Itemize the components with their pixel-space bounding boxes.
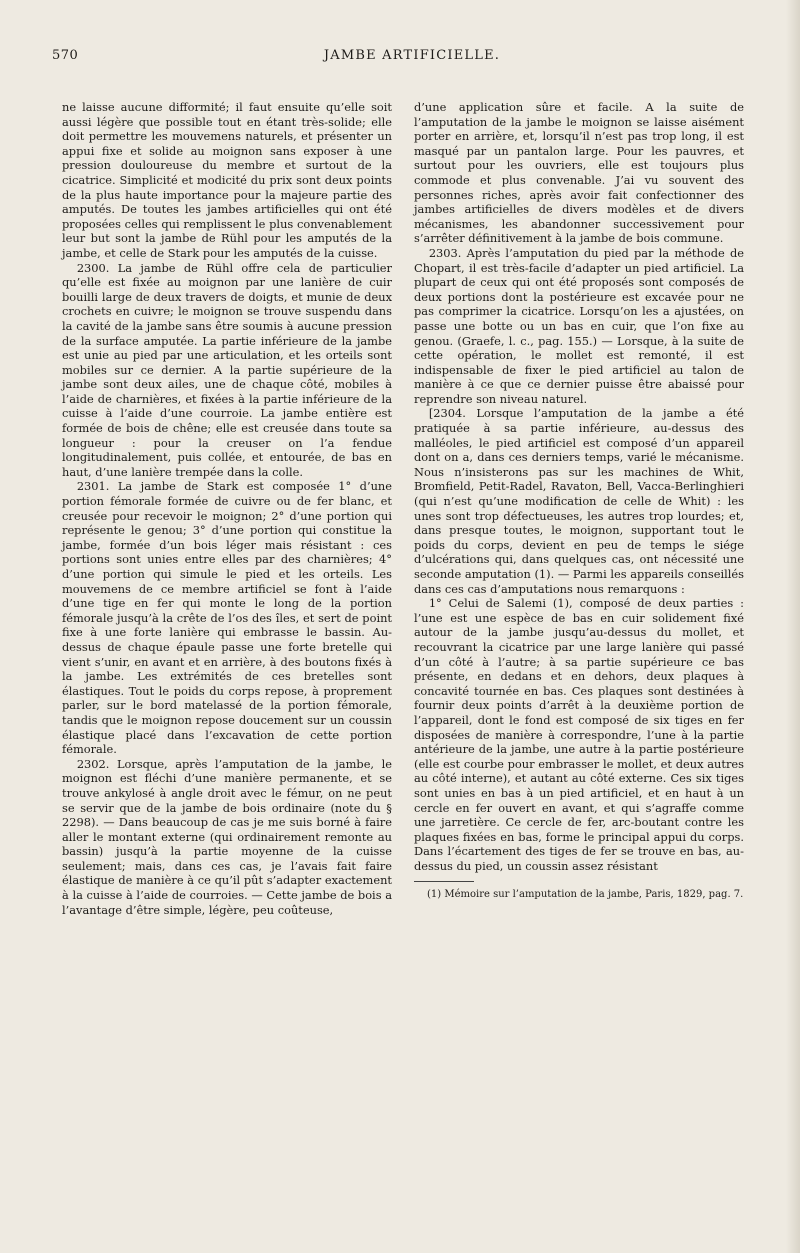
paragraph-continuation: ne laisse aucune difformité; il faut ensuite qu’elle soit aussi légère que possible tout en étant très-solide; elle doit permettre les mouvemens naturels, et présenter un appui fixe et solide au moignon sans exposer à une pression douloureuse du membre et surtout de la cicatrice. Simplicité et modicité du prix sont deux points de la plus haute importance pour la majeure partie des amputés. De toutes les jambes artificielles qui ont été proposées celles qui remplissent le plus convenablement leur but sont la jambe de Rühl pour les amputés de la jambe, et celle de Stark pour les amputés de la cuisse. <box>62 100 392 260</box>
right-column <box>414 100 744 901</box>
footnote-rule <box>414 881 474 882</box>
paragraph-continuation-right: d’une application sûre et facile. A la suite de l’amputation de la jambe le moignon se laisse aisément porter en arrière, et, lorsqu’il n’est pas trop long, il est masqué par un pantalon large. Pour les pauvres, et surtout pour les ouvriers, elle est toujours plus commode et plus convenable. J’ai vu souvent des personnes riches, après avoir fait confectionner des jambes artificielles de divers modèles et de divers mécanismes, les abandonner successivement pour s’arrêter définitivement à la jambe de bois commune. <box>414 100 744 246</box>
running-title: JAMBE ARTIFICIELLE. <box>323 48 501 63</box>
page-number: 570 <box>52 48 79 63</box>
page-header <box>52 48 772 68</box>
left-column <box>62 100 392 917</box>
paragraph-2301: 2301. La jambe de Stark est composée 1° d’une portion fémorale formée de cuivre ou de fer blanc, et creusée pour recevoir le moignon; 2° d’une portion qui représente le genou; 3° d’une portion qui constitue la jambe, formée d’un bois léger mais résistant : ces portions sont unies entre elles par des charnières; 4° d’une portion qui simule le pied et les orteils. Les mouvemens de ce membre artificiel se font à l’aide d’une tige en fer qui monte le long de la portion fémorale jusqu’à la crête de l’os des îles, et sert de point fixe à une forte lanière qui embrasse le bassin. Au-dessus de chaque épaule passe une forte bretelle qui vient s’unir, en avant et en arrière, à des boutons fixés à la jambe. Les extrémités de ces bretelles sont élastiques. Tout le poids du corps repose, à proprement parler, sur le bord matelassé de la portion fémorale, tandis que le moignon repose doucement sur un coussin élastique placé dans l’excavation de cette portion fémorale. <box>62 479 392 757</box>
paragraph-2300: 2300. La jambe de Rühl offre cela de particulier qu’elle est fixée au moignon par une lanière de cuir bouilli large de deux travers de doigts, et munie de deux crochets en cuivre; le moignon se trouve suspendu dans la cavité de la jambe sans être soumis à aucune pression de la surface amputée. La partie inférieure de la jambe est unie au pied par une articulation, et les orteils sont mobiles sur ce dernier. A la partie supérieure de la jambe sont deux ailes, une de chaque côté, mobiles à l’aide de charnières, et fixées à la partie inférieure de la cuisse à l’aide d’une courroie. La jambe entière est formée de bois de chêne; elle est creusée dans toute sa longueur : pour la creuser on l’a fendue longitudinalement, puis collée, et entourée, de bas en haut, d’une lanière trempée dans la colle. <box>62 260 392 479</box>
paragraph-2302: 2302. Lorsque, après l’amputation de la jambe, le moignon est fléchi d’une manière permanente, et se trouve ankylosé à angle droit avec le fémur, on ne peut se servir que de la jambe de bois ordinaire (note du § 2298). — Dans beaucoup de cas je me suis borné à faire aller le montant externe (qui ordinairement remonte au bassin) jusqu’à la partie moyenne de la cuisse seulement; mais, dans ces cas, je l’avais fait faire élastique de manière à ce qu’il pût s’adapter exactement à la cuisse à l’aide de courroies. — Cette jambe de bois a l’avantage d’être simple, légère, peu coûteuse, <box>62 756 392 917</box>
paragraph-2304: [2304. Lorsque l’amputation de la jambe a été pratiquée à sa partie inférieure, au-dessus des malléoles, le pied artificiel est composé d’un appareil dont on a, dans ces derniers temps, varié le mécanisme. Nous n’insisterons pas sur les machines de Whit, Bromfield, Petit-Radel, Ravaton, Bell, Vacca-Berlinghieri (qui n’est qu’une modification de celle de Whit) : les unes sont trop défectueuses, les autres trop lourdes; et, dans presque toutes, le moignon, supportant tout le poids du corps, devient en peu de temps le siége d’ulcérations qui, dans quelques cas, ont nécessité une seconde amputation (1). — Parmi les appareils conseillés dans ces cas d’amputations nous remarquons : <box>414 406 744 596</box>
page-edge-shadow <box>786 0 800 1253</box>
paragraph-salemi: 1° Celui de Salemi (1), composé de deux parties : l’une est une espèce de bas en cuir solidement fixé autour de la jambe jusqu’au-dessus du mollet, et recouvrant la cicatrice par une large lanière qui passé d’un côté à l’autre; à sa partie supérieure ce bas présente, en dedans et en dehors, deux plaques à concavité tournée en bas. Ces plaques sont destinées à fournir deux points d’arrêt à la deuxième portion de l’appareil, dont le fond est composé de six tiges en fer disposées de manière à correspondre, l’une à la partie antérieure de la jambe, une autre à la partie postérieure (elle est courbe pour embrasser le mollet, et deux autres au côté interne), et autant au côté externe. Ces six tiges sont unies en bas à un pied artificiel, et en haut à un cercle en fer ouvert en avant, et qui s’agraffe comme une jarretière. Ce cercle de fer, arc-boutant contre les plaques fixées en bas, forme le principal appui du corps. Dans l’écartement des tiges de fer se trouve en bas, au-dessus du pied, un coussin assez résistant <box>414 596 744 873</box>
paragraph-2303: 2303. Après l’amputation du pied par la méthode de Chopart, il est très-facile d’adapter un pied artificiel. La plupart de ceux qui ont été proposés sont composés de deux portions dont la postérieure est excavée pour ne pas comprimer la cicatrice. Lorsqu’on les a ajustées, on passe une botte ou un bas en cuir, que l’on fixe au genou. (Graefe, l. c., pag. 155.) — Lorsque, à la suite de cette opération, le mollet est remonté, il est indispensable de fixer le pied artificiel au talon de manière à ce que ce dernier puisse être abaissé pour reprendre son niveau naturel. <box>414 245 744 406</box>
footnote: (1) Mémoire sur l’amputation de la jambe, Paris, 1829, pag. 7. <box>427 889 744 901</box>
